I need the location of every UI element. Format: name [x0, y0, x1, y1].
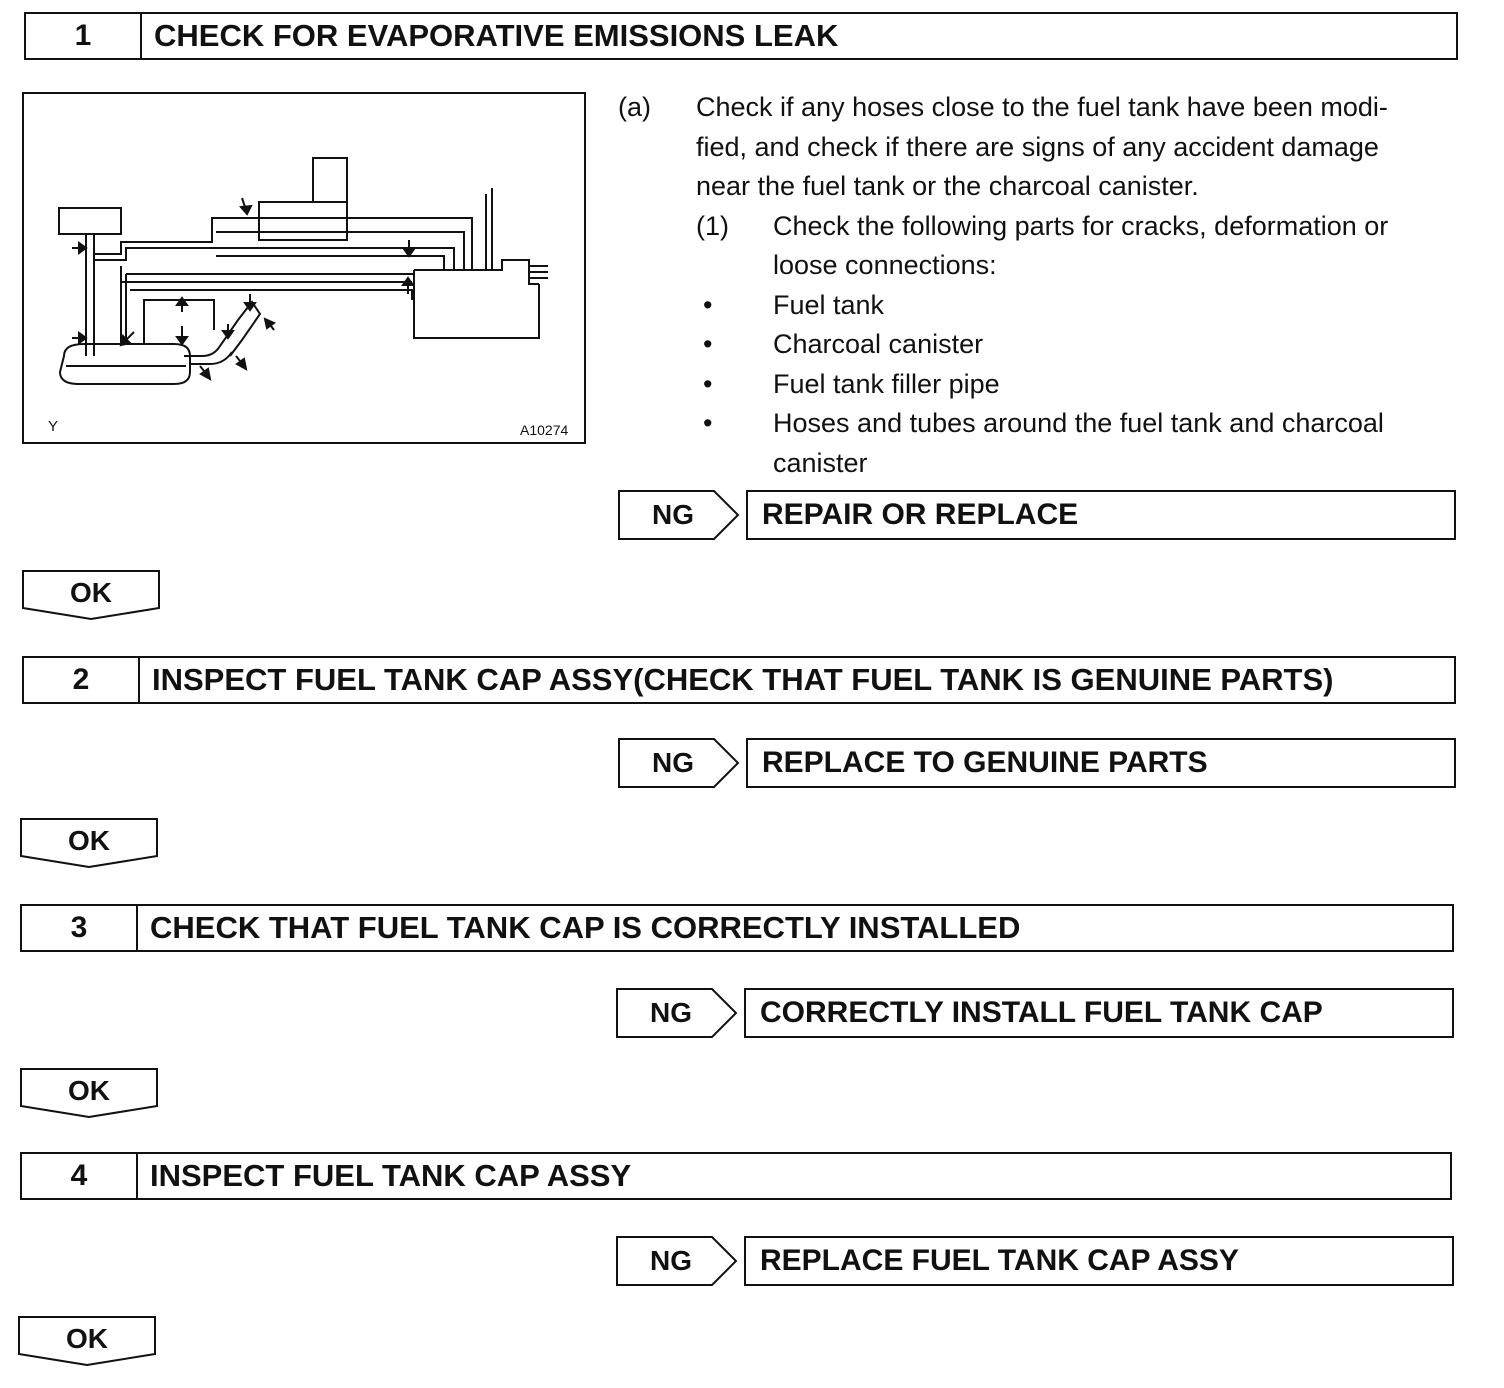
ok-label: OK	[68, 825, 110, 856]
bullet-item	[618, 365, 1468, 405]
step-1-ok-branch	[22, 570, 160, 620]
bullet-dot: •	[703, 289, 713, 320]
step-4-ng-branch	[616, 1236, 1454, 1286]
ng-label: NG	[650, 1245, 692, 1276]
evap-system-drawing	[24, 94, 584, 442]
ok-label: OK	[68, 1075, 110, 1106]
item-marker-a: (a)	[618, 92, 651, 122]
ng-result-box: REPAIR OR REPLACE	[746, 490, 1456, 540]
bullet-text: Fuel tank filler pipe	[773, 368, 1000, 399]
step-title: INSPECT FUEL TANK CAP ASSY(CHECK THAT FUEL TANK IS GENUINE PARTS)	[152, 662, 1334, 697]
ng-result-box: REPLACE FUEL TANK CAP ASSY	[744, 1236, 1454, 1286]
step-title: INSPECT FUEL TANK CAP ASSY	[150, 1158, 632, 1193]
fuel-tank-shape	[60, 344, 190, 384]
step-1-instructions	[618, 88, 1468, 483]
ok-label: OK	[70, 577, 112, 608]
ng-label: NG	[652, 747, 694, 778]
instruction-a-line-2: fied, and check if there are signs of any accident damage	[696, 131, 1379, 162]
bullet-item	[618, 286, 1468, 326]
step-1-ng-branch	[618, 490, 1456, 540]
ng-result-box: REPLACE TO GENUINE PARTS	[746, 738, 1456, 788]
bullet-dot: •	[703, 408, 713, 438]
ok-label: OK	[66, 1323, 108, 1354]
step-3-header	[20, 904, 1454, 952]
bullet-text: Charcoal canister	[773, 329, 984, 359]
ng-label: NG	[652, 499, 694, 530]
bullet-text: Hoses and tubes around the fuel tank and charcoal	[773, 408, 1384, 438]
evap-system-diagram	[22, 92, 586, 444]
step-4-header	[20, 1152, 1452, 1200]
item-marker-1: (1)	[696, 210, 729, 241]
ng-label: NG	[650, 997, 692, 1028]
instruction-a	[618, 88, 1468, 128]
bullet-item	[618, 325, 1468, 365]
figure-corner-letter: Y	[48, 418, 59, 435]
step-2-ok-branch	[20, 818, 158, 868]
instruction-a-line-1: Check if any hoses close to the fuel tank have been modi-	[696, 92, 1388, 122]
valve-box	[59, 208, 121, 234]
bullet-dot: •	[703, 329, 713, 359]
bullet-text-continued: canister	[773, 447, 868, 478]
bullet-item	[618, 404, 1468, 444]
step-number: 2	[24, 658, 140, 702]
instruction-1-line-1: Check the following parts for cracks, deformation or	[773, 210, 1389, 241]
step-1-header	[24, 12, 1458, 60]
instruction-1	[618, 207, 1468, 247]
ng-result-box: CORRECTLY INSTALL FUEL TANK CAP	[744, 988, 1454, 1038]
instruction-a-line-3: near the fuel tank or the charcoal canister.	[696, 171, 1199, 201]
charcoal-canister-shape	[414, 270, 539, 338]
step-number: 1	[26, 14, 142, 58]
step-title: CHECK FOR EVAPORATIVE EMISSIONS LEAK	[154, 18, 839, 53]
step-2-header	[22, 656, 1456, 704]
step-number: 3	[22, 906, 138, 950]
step-number: 4	[22, 1154, 138, 1198]
bullet-text: Fuel tank	[773, 289, 885, 320]
instruction-1-line-2: loose connections:	[773, 250, 997, 280]
step-4-ok-branch	[18, 1316, 156, 1366]
upper-block	[259, 202, 347, 240]
step-3-ok-branch	[20, 1068, 158, 1118]
step-2-ng-branch	[618, 738, 1456, 788]
step-title: CHECK THAT FUEL TANK CAP IS CORRECTLY INSTALLED	[150, 910, 1021, 945]
step-3-ng-branch	[616, 988, 1454, 1038]
bullet-dot: •	[703, 368, 713, 399]
figure-code: A10274	[520, 422, 569, 438]
